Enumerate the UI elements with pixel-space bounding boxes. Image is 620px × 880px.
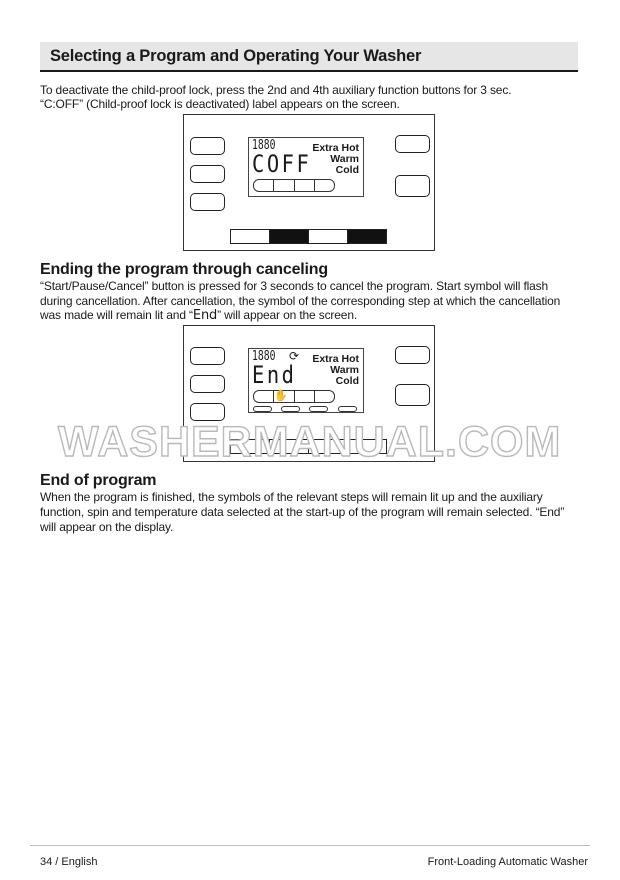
aux-button-3[interactable] bbox=[190, 193, 225, 211]
end-line-3: will appear on the display. bbox=[40, 520, 174, 534]
right-button-bottom[interactable] bbox=[395, 384, 430, 406]
step-indicator bbox=[253, 406, 272, 412]
aux-button-2[interactable] bbox=[190, 165, 225, 183]
progress-segments bbox=[253, 179, 335, 192]
aux-button-1[interactable] bbox=[190, 137, 225, 155]
section-title: Selecting a Program and Operating Your Washer bbox=[50, 47, 422, 65]
page-number: 34 bbox=[40, 856, 53, 868]
temp-extra-hot: Extra Hot bbox=[312, 353, 359, 365]
footer-divider bbox=[30, 845, 590, 846]
canceling-line-1: “Start/Pause/Cancel” button is pressed for 3 seconds to cancel the program. Start symbol will flash bbox=[40, 279, 549, 293]
step-indicator bbox=[281, 406, 300, 412]
canceling-line-2: during cancellation. After cancellation, the symbol of the corresponding step at which the cancellation bbox=[40, 294, 561, 308]
hand-wash-icon: ✋ bbox=[274, 389, 288, 402]
end-word: End bbox=[192, 308, 218, 323]
lcd-digits: 1880 bbox=[252, 349, 276, 364]
footer-doc-title: Front-Loading Automatic Washer bbox=[427, 856, 588, 868]
temp-extra-hot: Extra Hot bbox=[312, 142, 359, 154]
right-button-bottom[interactable] bbox=[395, 175, 430, 197]
step-indicator bbox=[338, 406, 357, 412]
footer-language: / English bbox=[52, 856, 98, 868]
right-button-top[interactable] bbox=[395, 135, 430, 153]
lcd-status-text: End bbox=[252, 361, 297, 389]
lcd-display bbox=[248, 137, 364, 197]
temp-warm: Warm bbox=[330, 364, 359, 376]
strip-cell bbox=[347, 230, 386, 243]
intro-line-2: “C:OFF” (Child-proof lock is deactivated) label appears on the screen. bbox=[40, 97, 400, 111]
temp-cold: Cold bbox=[335, 164, 359, 176]
strip-cell bbox=[269, 230, 308, 243]
strip-cell bbox=[231, 230, 269, 243]
end-line-1: When the program is finished, the symbols of the relevant steps will remain lit up and the auxiliary bbox=[40, 490, 543, 504]
aux-button-2[interactable] bbox=[190, 375, 225, 393]
intro-line-1: To deactivate the child-proof lock, press the 2nd and 4th auxiliary function buttons for 3 sec. bbox=[40, 83, 512, 97]
step-indicator bbox=[309, 406, 328, 412]
canceling-heading: Ending the program through canceling bbox=[40, 261, 328, 278]
child-lock-icon: ⟳ bbox=[289, 349, 300, 363]
temp-warm: Warm bbox=[330, 153, 359, 165]
progress-segments bbox=[253, 390, 335, 403]
control-panel-child-lock bbox=[183, 114, 435, 251]
aux-button-1[interactable] bbox=[190, 347, 225, 365]
program-strip bbox=[230, 229, 387, 244]
end-line-2: function, spin and temperature data selected at the start-up of the program will remain selected. “End” bbox=[40, 505, 565, 519]
watermark: WASHERMANUAL.COM bbox=[58, 418, 562, 466]
strip-cell bbox=[308, 230, 347, 243]
right-button-top[interactable] bbox=[395, 346, 430, 364]
end-of-program-heading: End of program bbox=[40, 472, 157, 489]
section-header bbox=[40, 42, 578, 72]
canceling-line-3: was made will remain lit and “End” will appear on the screen. bbox=[40, 308, 358, 323]
lcd-display bbox=[248, 348, 364, 413]
temp-cold: Cold bbox=[335, 375, 359, 387]
footer-page bbox=[40, 856, 98, 868]
lcd-status-text: COFF bbox=[252, 150, 312, 178]
lcd-digits: 1880 bbox=[252, 138, 276, 153]
